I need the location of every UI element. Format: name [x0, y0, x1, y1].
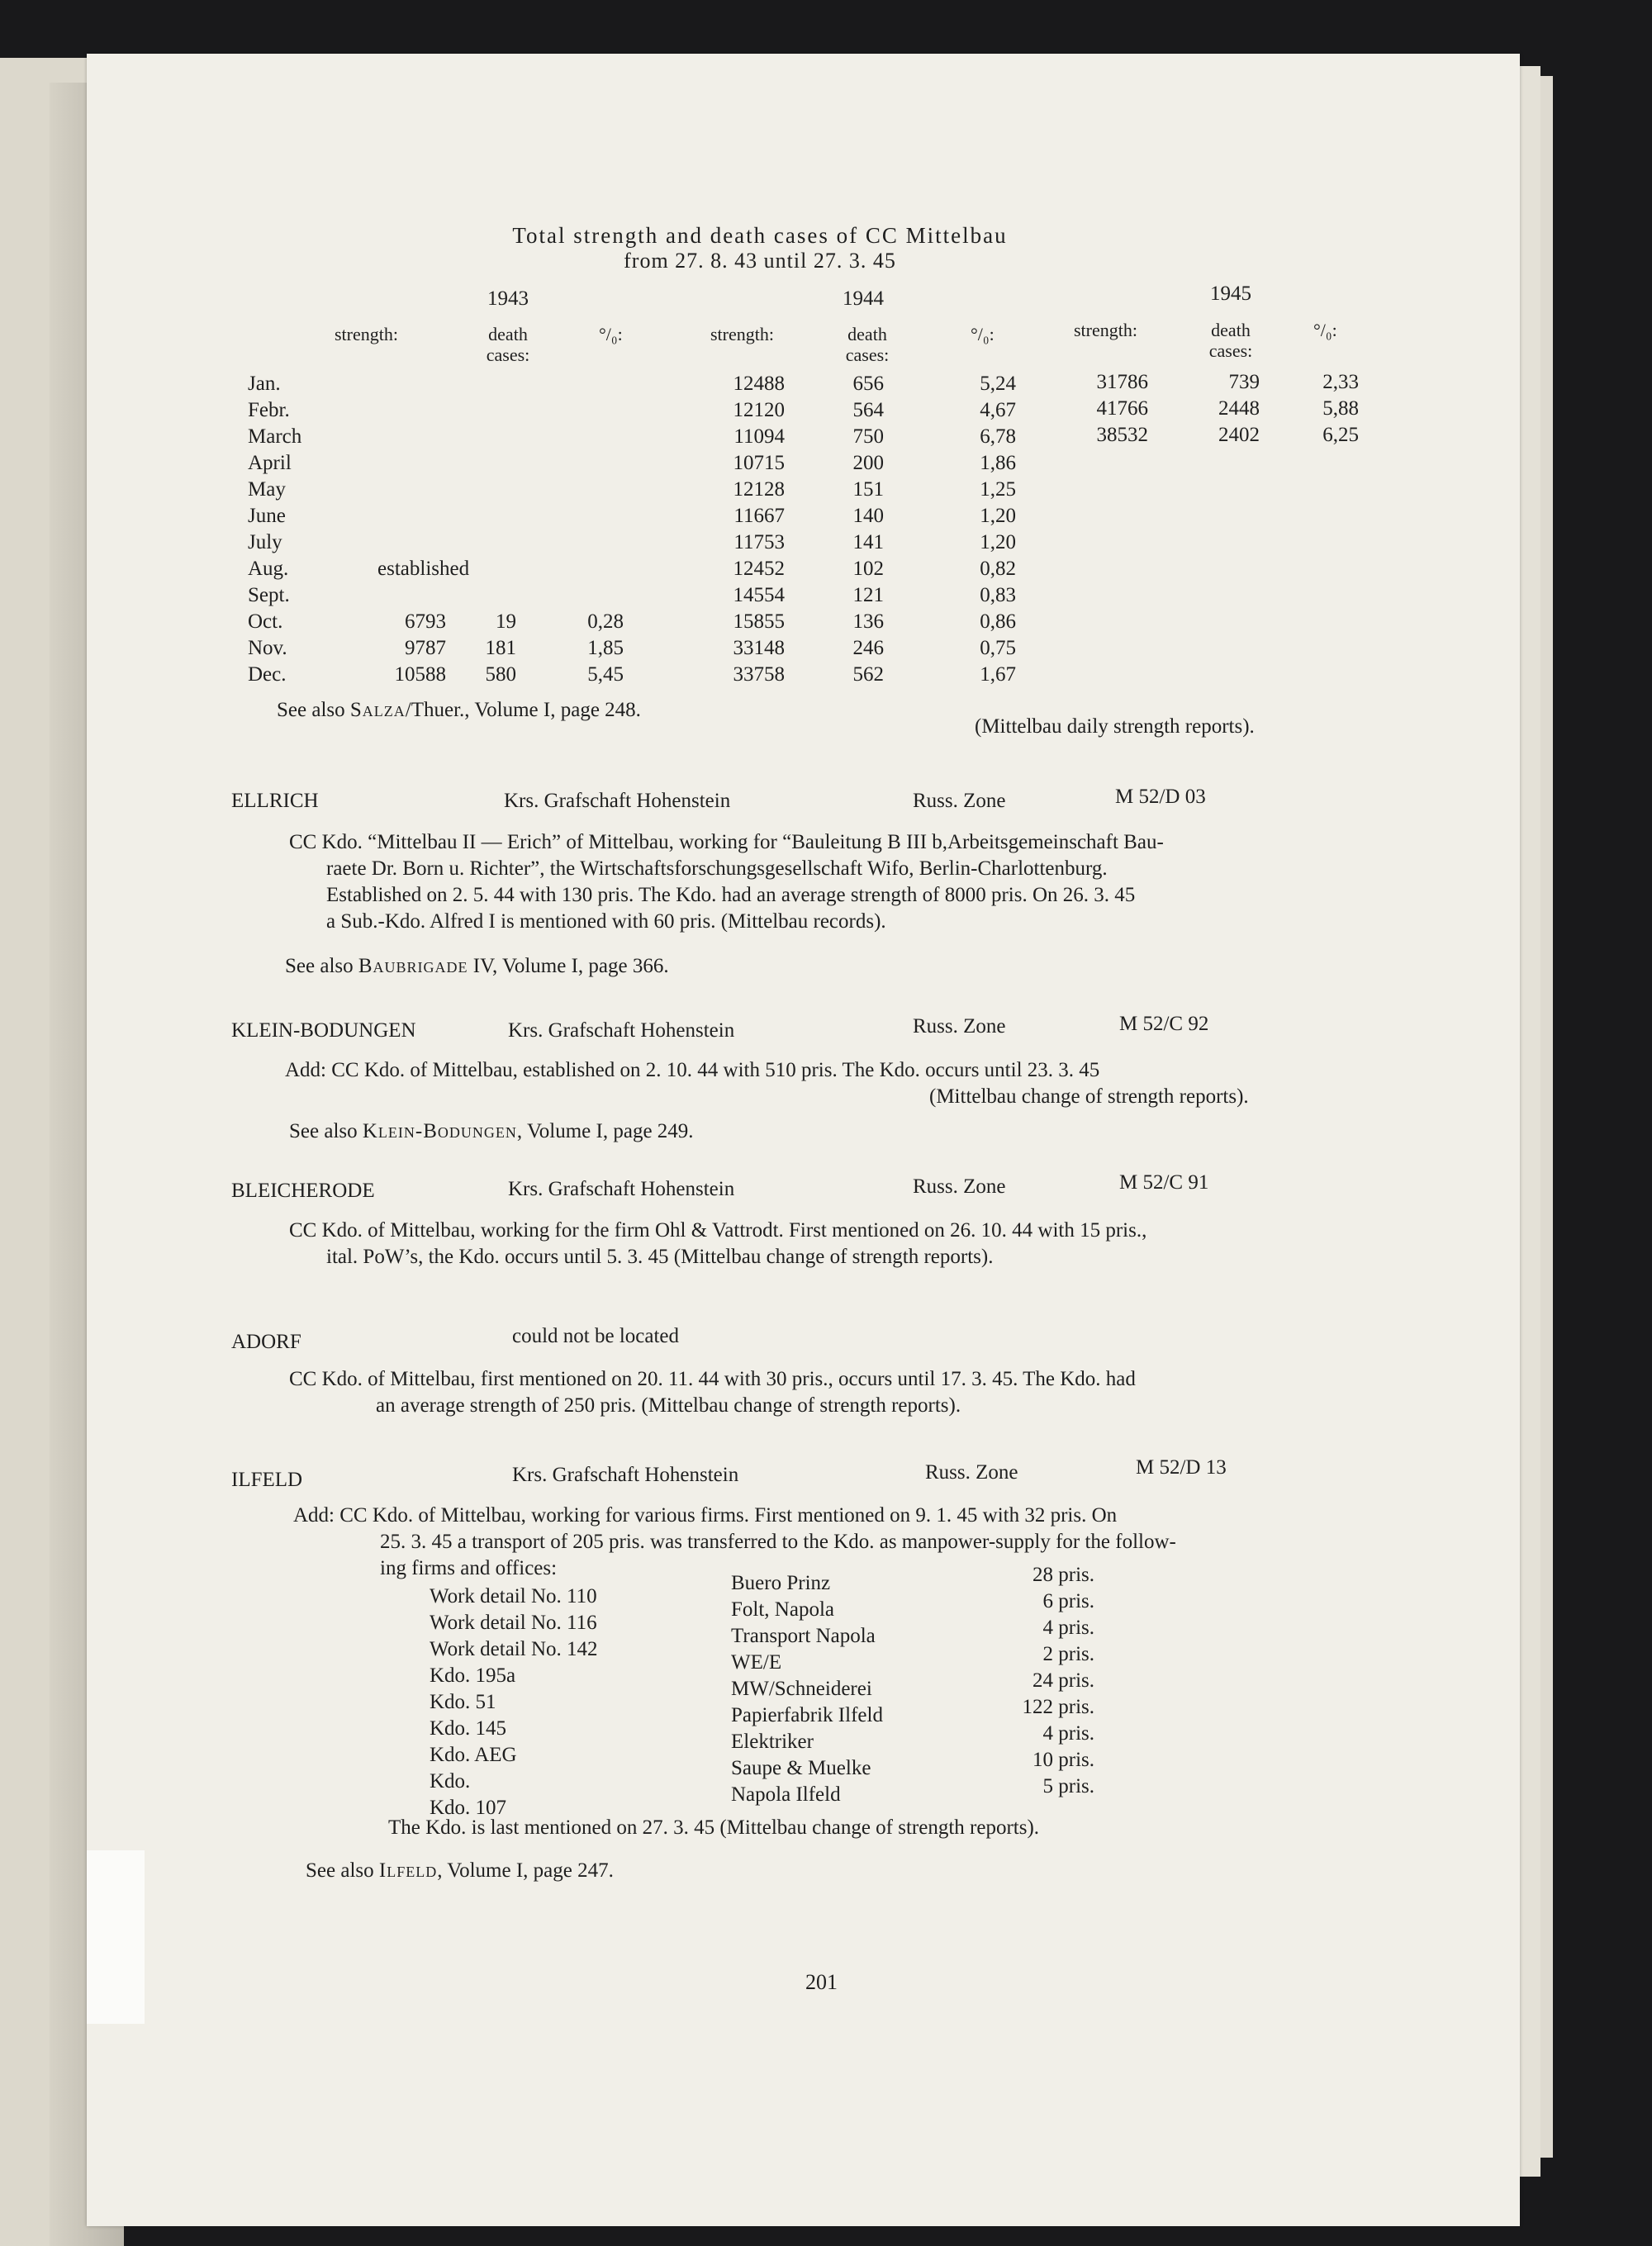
- entry-text-line: CC Kdo. “Mittelbau II — Erich” of Mittelbau, working for “Bauleitung B III b,Arbeitsgemeinschaft Bau-: [289, 831, 1164, 853]
- table-cell: 656: [852, 373, 884, 395]
- table-cell: 102: [852, 558, 884, 580]
- entry-zone: Russ. Zone: [925, 1461, 1018, 1484]
- col-death-1944: death: [847, 324, 887, 344]
- table-cell: 9787: [405, 637, 446, 659]
- table-row-month: Aug.: [248, 558, 289, 580]
- col-strength-1943: strength:: [335, 324, 398, 344]
- table-cell: 151: [852, 478, 884, 501]
- table-cell: 11667: [733, 505, 785, 527]
- table-row-month: Oct.: [248, 610, 283, 633]
- table-cell: 0,86: [980, 610, 1016, 633]
- table-cell: 10588: [394, 663, 446, 686]
- table-cell: 246: [852, 637, 884, 659]
- detail-firm: Napola Ilfeld: [731, 1783, 841, 1806]
- table-cell: 12452: [733, 558, 785, 580]
- detail-unit: Work detail No. 142: [430, 1638, 598, 1660]
- entry-district: Krs. Grafschaft Hohenstein: [512, 1464, 739, 1486]
- entry-text-line: 25. 3. 45 a transport of 205 pris. was transferred to the Kdo. as manpower-supply for the follow-: [380, 1531, 1176, 1553]
- col-death-1945: death: [1211, 320, 1251, 340]
- table-cell: 200: [852, 452, 884, 474]
- detail-firm: Buero Prinz: [731, 1572, 831, 1594]
- table-cell: 1,25: [980, 478, 1016, 501]
- entry-text-line: Add: CC Kdo. of Mittelbau, established on 2. 10. 44 with 510 pris. The Kdo. occurs until 23. 3. 45: [285, 1059, 1100, 1081]
- detail-pris: 28 pris.: [1032, 1564, 1094, 1586]
- table-cell: 33148: [733, 637, 785, 659]
- entry-text-line: an average strength of 250 pris. (Mittelbau change of strength reports).: [376, 1394, 961, 1417]
- table-cell: 5,88: [1322, 397, 1359, 420]
- col-death2-1945: cases:: [1208, 340, 1253, 361]
- table-cell: 0,83: [980, 584, 1016, 606]
- entry-name: ELLRICH: [231, 790, 319, 812]
- entry-text-line: raete Dr. Born u. Richter”, the Wirtschaftsforschungsgesellschaft Wifo, Berlin-Charlottenburg.: [326, 857, 1108, 880]
- table-cell: 739: [1228, 371, 1260, 393]
- entry-see-also: See also Baubrigade IV, Volume I, page 366.: [285, 955, 669, 977]
- col-pct-1945: °/₀:: [1313, 320, 1337, 340]
- entry-text-line: (Mittelbau change of strength reports).: [929, 1085, 1249, 1108]
- table-cell: 562: [852, 663, 884, 686]
- table-cell: 11753: [733, 531, 785, 553]
- detail-unit: Work detail No. 116: [430, 1612, 597, 1634]
- detail-unit: Kdo. AEG: [430, 1744, 517, 1766]
- paper-tab: [87, 1850, 145, 2024]
- col-death2-1943: cases:: [486, 344, 530, 365]
- detail-firm: Elektriker: [731, 1731, 814, 1753]
- table-cell: 12488: [733, 373, 785, 395]
- detail-firm: WE/E: [731, 1651, 782, 1674]
- table-cell: 1,20: [980, 531, 1016, 553]
- year-1944: 1944: [843, 287, 884, 310]
- table-cell: 12128: [733, 478, 785, 501]
- table-cell: 1,85: [587, 637, 624, 659]
- entry-see-also: See also Ilfeld, Volume I, page 247.: [306, 1859, 614, 1882]
- entry-see-also: See also Klein-Bodungen, Volume I, page 249.: [289, 1120, 694, 1142]
- table-cell: 41766: [1096, 397, 1148, 420]
- table-subtitle: from 27. 8. 43 until 27. 3. 45: [624, 249, 896, 273]
- table-cell: 136: [852, 610, 884, 633]
- table-cell: 2,33: [1322, 371, 1359, 393]
- entry-zone: Russ. Zone: [913, 790, 1006, 812]
- table-cell: 11094: [733, 425, 785, 448]
- year-1945: 1945: [1210, 283, 1251, 305]
- table-cell: 0,82: [980, 558, 1016, 580]
- table-row-month: Nov.: [248, 637, 287, 659]
- detail-firm: Saupe & Muelke: [731, 1757, 871, 1779]
- detail-pris: 4 pris.: [1042, 1617, 1094, 1639]
- table-cell: 14554: [733, 584, 785, 606]
- table-cell: 1,67: [980, 663, 1016, 686]
- entry-text-line: Add: CC Kdo. of Mittelbau, working for various firms. First mentioned on 9. 1. 45 with 32 pris. On: [293, 1504, 1118, 1527]
- table-cell: 0,75: [980, 637, 1016, 659]
- entry-text-line: ing firms and offices:: [380, 1557, 558, 1579]
- table-cell: 2448: [1218, 397, 1260, 420]
- table-row-month: June: [248, 505, 286, 527]
- entry-district: Krs. Grafschaft Hohenstein: [504, 790, 731, 812]
- detail-unit: Kdo. 107: [430, 1797, 507, 1819]
- detail-firm: Transport Napola: [731, 1625, 876, 1647]
- col-death-1943: death: [488, 324, 528, 344]
- detail-pris: 2 pris.: [1042, 1643, 1094, 1665]
- table-cell: 1,86: [980, 452, 1016, 474]
- table-cell: 38532: [1096, 424, 1148, 446]
- entry-district: Krs. Grafschaft Hohenstein: [508, 1178, 735, 1200]
- table-cell: 5,24: [980, 373, 1016, 395]
- table-source: (Mittelbau daily strength reports).: [975, 715, 1255, 738]
- detail-firm: MW/Schneiderei: [731, 1678, 872, 1700]
- detail-unit: Kdo. 51: [430, 1691, 496, 1713]
- table-cell: 12120: [733, 399, 785, 421]
- entry-code: M 52/C 92: [1119, 1013, 1209, 1035]
- table-cell: 181: [485, 637, 516, 659]
- table-cell: 31786: [1096, 371, 1148, 393]
- col-pct-1943: °/₀:: [599, 324, 623, 344]
- entry-text-line: CC Kdo. of Mittelbau, first mentioned on 20. 11. 44 with 30 pris., occurs until 17. 3. 45. The Kdo. had: [289, 1368, 1136, 1390]
- table-cell: 10715: [733, 452, 785, 474]
- table-cell: 4,67: [980, 399, 1016, 421]
- document-page: [87, 54, 1520, 2226]
- detail-pris: 122 pris.: [1022, 1696, 1094, 1718]
- entry-district: could not be located: [512, 1325, 680, 1347]
- table-cell: 750: [852, 425, 884, 448]
- col-death2-1944: cases:: [845, 344, 890, 365]
- detail-pris: 24 pris.: [1032, 1669, 1094, 1692]
- table-row-month: Sept.: [248, 584, 290, 606]
- detail-unit: Kdo. 145: [430, 1717, 507, 1740]
- table-cell: 33758: [733, 663, 785, 686]
- entry-name: KLEIN-BODUNGEN: [231, 1019, 416, 1042]
- entry-text-line: a Sub.-Kdo. Alfred I is mentioned with 60 pris. (Mittelbau records).: [326, 910, 886, 933]
- table-row-month: Jan.: [248, 373, 281, 395]
- col-pct-1944: °/₀:: [971, 324, 995, 344]
- table-cell: 15855: [733, 610, 785, 633]
- table-cell: 141: [852, 531, 884, 553]
- entry-code: M 52/C 91: [1119, 1171, 1209, 1194]
- entry-code: M 52/D 13: [1136, 1456, 1227, 1479]
- table-cell: 6793: [405, 610, 446, 633]
- table-cell: 19: [496, 610, 516, 633]
- table-cell: 121: [852, 584, 884, 606]
- entry-district: Krs. Grafschaft Hohenstein: [508, 1019, 735, 1042]
- table-cell: 6,78: [980, 425, 1016, 448]
- table-row-month: March: [248, 425, 302, 448]
- detail-firm: Folt, Napola: [731, 1598, 834, 1621]
- entry-closing: The Kdo. is last mentioned on 27. 3. 45 (Mittelbau change of strength reports).: [388, 1816, 1040, 1839]
- table-cell: 5,45: [587, 663, 624, 686]
- detail-unit: Kdo. 195a: [430, 1664, 516, 1687]
- table-see-also: See also Salza/Thuer., Volume I, page 248.: [277, 699, 641, 721]
- detail-pris: 6 pris.: [1042, 1590, 1094, 1612]
- entry-name: ILFELD: [231, 1469, 303, 1491]
- table-row-month: April: [248, 452, 292, 474]
- year-1943: 1943: [487, 287, 529, 310]
- entry-name: BLEICHERODE: [231, 1180, 375, 1202]
- entry-code: M 52/D 03: [1115, 786, 1206, 808]
- detail-unit: Work detail No. 110: [430, 1585, 597, 1607]
- col-strength-1945: strength:: [1074, 320, 1137, 340]
- table-row-month: Febr.: [248, 399, 290, 421]
- table-cell: 564: [852, 399, 884, 421]
- table-row-month: May: [248, 478, 286, 501]
- entry-text-line: CC Kdo. of Mittelbau, working for the firm Ohl & Vattrodt. First mentioned on 26. 10. 44 with 15 pris.,: [289, 1219, 1147, 1242]
- table-title: Total strength and death cases of CC Mittelbau: [512, 223, 1008, 248]
- entry-text-line: ital. PoW’s, the Kdo. occurs until 5. 3. 45 (Mittelbau change of strength reports).: [326, 1246, 994, 1268]
- table-cell: 2402: [1218, 424, 1260, 446]
- detail-pris: 5 pris.: [1042, 1775, 1094, 1797]
- table-row-month: July: [248, 531, 282, 553]
- entry-name: ADORF: [231, 1331, 301, 1353]
- detail-pris: 4 pris.: [1042, 1722, 1094, 1745]
- table-row-month: Dec.: [248, 663, 287, 686]
- table-cell: 1,20: [980, 505, 1016, 527]
- page-number: 201: [805, 1970, 838, 1994]
- entry-zone: Russ. Zone: [913, 1175, 1006, 1198]
- detail-unit: Kdo.: [430, 1770, 471, 1793]
- table-cell: 0,28: [587, 610, 624, 633]
- table-cell: 6,25: [1322, 424, 1359, 446]
- detail-pris: 10 pris.: [1032, 1749, 1094, 1771]
- detail-firm: Papierfabrik Ilfeld: [731, 1704, 883, 1726]
- entry-text-line: Established on 2. 5. 44 with 130 pris. The Kdo. had an average strength of 8000 pris. On 26. 3. 45: [326, 884, 1136, 906]
- table-cell: 140: [852, 505, 884, 527]
- established-note: established: [377, 558, 470, 580]
- entry-zone: Russ. Zone: [913, 1015, 1006, 1038]
- col-strength-1944: strength:: [710, 324, 774, 344]
- table-cell: 580: [485, 663, 516, 686]
